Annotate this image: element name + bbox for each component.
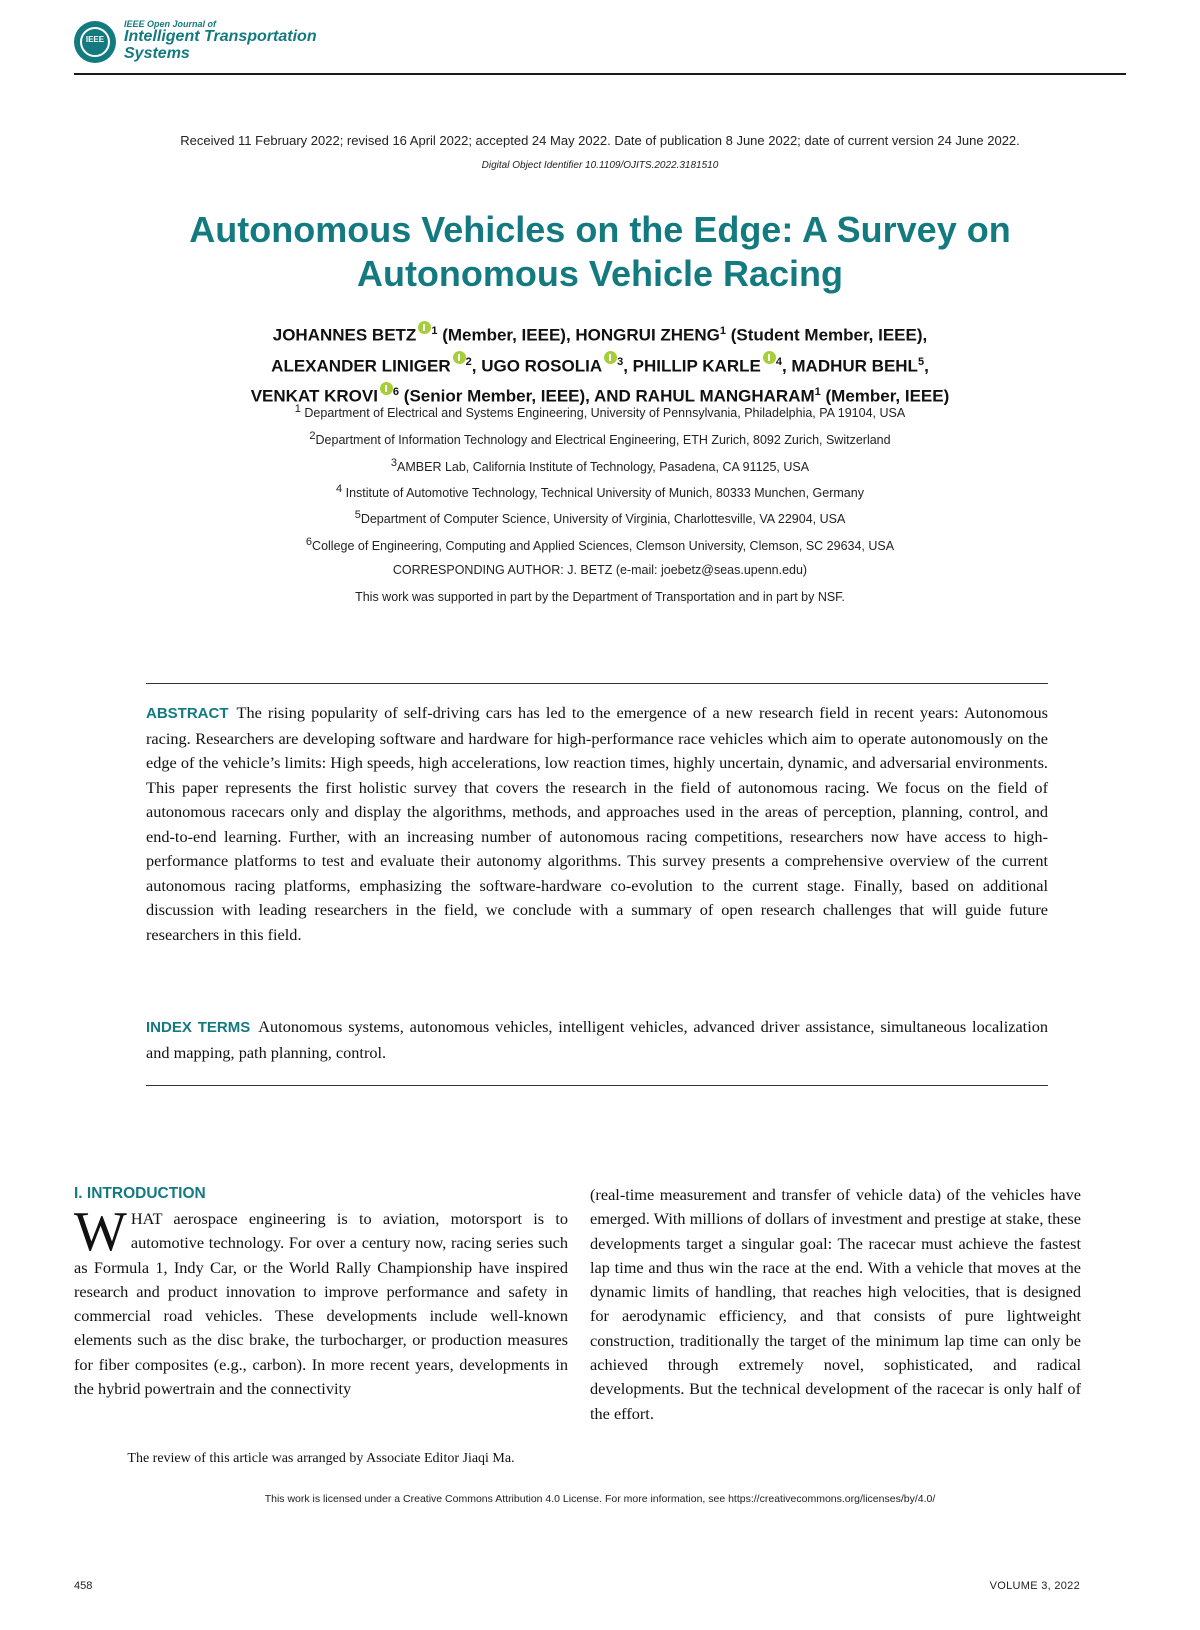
- affiliation-text: Department of Information Technology and Electrical Engineering, ETH Zurich, 8092 Zurich, Switzerland: [315, 433, 891, 448]
- author-role: (Student Member, IEEE),: [730, 325, 928, 345]
- author-krovi: VENKAT KROVI: [250, 386, 378, 406]
- author-behl: , MADHUR BEHL: [781, 356, 918, 376]
- dropcap: W: [74, 1201, 127, 1263]
- author-liniger: ALEXANDER LINIGER: [271, 356, 451, 376]
- section-heading-introduction: I. INTRODUCTION: [74, 1185, 206, 1202]
- index-terms-label: INDEX TERMS: [146, 1019, 251, 1036]
- affiliation-sup: 1: [294, 403, 301, 415]
- ieee-seal-icon: [74, 21, 116, 63]
- intro-left-column: [74, 1201, 568, 1401]
- author-betz: JOHANNES BETZ: [272, 325, 417, 345]
- author-sup: 4: [775, 355, 782, 368]
- affiliation-text: Department of Computer Science, University of Virginia, Charlottesville, VA 22904, USA: [360, 512, 846, 527]
- intro-left-text: HAT aerospace engineering is to aviation, motorsport is to automotive technology. For over a century now, racing series such as Formula 1, Indy Car, or the World Rally Championship have inspired research and product innovation to improve performance and safety in commercial road vehicles. These developments include well-known elements such as the disc brake, the turbocharger, or production measures for fiber composites (e.g., carbon). In more recent years, developments in the hybrid powertrain and the connectivity: [74, 1209, 568, 1399]
- paper-title-line1: Autonomous Vehicles on the Edge: A Survey on: [189, 209, 1011, 250]
- affiliation-sup: 5: [354, 509, 361, 521]
- affiliation-text: College of Engineering, Computing and Applied Sciences, Clemson University, Clemson, SC 29634, USA: [312, 539, 895, 554]
- abstract-text: The rising popularity of self-driving cars has led to the emergence of a new research field in recent years: Autonomous racing. Researchers are developing software and hardware for high-performance race vehicles which aim to operate autonomously on the edge of the vehicle’s limits: High speeds, high accelerations, low reaction times, highly uncertain, dynamic, and adversarial environments. This paper represents the first holistic survey that covers the research in the field of autonomous racing. We focus on the field of autonomous racecars only and display the algorithms, methods, and approaches used in the areas of perception, planning, control, and end-to-end learning. Further, with an increasing number of autonomous racing competitions, researchers now have access to high-performance platforms to test and evaluate their autonomy algorithms. This survey presents a comprehensive overview of the current autonomous racing platforms, emphasizing the software-hardware co-evolution to the current stage. Finally, based on additional discussion with leading researchers in the field, we conclude with a summary of open research challenges that will guide future researchers in this field.: [146, 703, 1048, 944]
- orcid-icon[interactable]: [418, 321, 431, 334]
- author-role: (Member, IEEE): [825, 386, 950, 406]
- affiliation-1: [0, 403, 1200, 420]
- license-note: This work is licensed under a Creative Commons Attribution 4.0 License. For more information, see https://creativecommons.org/licenses/by/4.0/: [264, 1493, 936, 1505]
- intro-right-column: (real-time measurement and transfer of vehicle data) of the vehicles have emerged. With millions of dollars of investment and prestige at stake, these developments target a singular goal: The racecar must achieve the fastest lap time and thus win the race at the end. With a vehicle that moves at the dynamic limits of handling, that reaches high velocities, that is designed for aerodynamic efficiency, and that consists of pure lightweight construction, traditionally the target of the minimum lap time can only be achieved through extremely novel, sophisticated, and radical developments. But the technical development of the racecar is only half of the effort.: [590, 1185, 1081, 1423]
- orcid-icon[interactable]: [763, 351, 776, 364]
- author-list: [130, 318, 1070, 410]
- author-sup: 1: [719, 325, 727, 337]
- author-role: (Member, IEEE), HONGRUI ZHENG: [442, 325, 720, 345]
- review-note: The review of this article was arranged by Associate Editor Jiaqi Ma.: [127, 1451, 515, 1466]
- header-rule: [74, 73, 1126, 75]
- author-sup: 2: [465, 355, 472, 368]
- seal-text: IEEE: [85, 34, 105, 44]
- author-sup: 1: [814, 386, 821, 399]
- author-rosolia: , UGO ROSOLIA: [471, 356, 603, 376]
- affiliation-sup: 4: [336, 483, 343, 495]
- affiliation-6: [0, 536, 1200, 553]
- author-sup: 3: [617, 355, 624, 368]
- journal-name-line3: Systems: [124, 45, 190, 63]
- affiliation-4: [0, 483, 1200, 500]
- received-dates: Received 11 February 2022; revised 16 April 2022; accepted 24 May 2022. Date of publication 8 June 2022; date of current version 24 June 2022.: [180, 133, 1020, 148]
- author-role: (Senior Member, IEEE), AND RAHUL MANGHARAM: [403, 386, 815, 406]
- author-line2: [130, 349, 1070, 380]
- journal-logo: [74, 20, 317, 63]
- author-sup: 5: [917, 355, 925, 368]
- journal-name-line2: Intelligent Transportation: [124, 28, 317, 46]
- affiliation-2: [0, 430, 1200, 447]
- author-sup: 6: [392, 386, 400, 399]
- journal-name: [124, 20, 317, 63]
- corresponding-author: CORRESPONDING AUTHOR: J. BETZ (e-mail: joebetz@seas.upenn.edu): [392, 563, 808, 577]
- affiliation-sup: 3: [390, 457, 398, 469]
- author-line1: [130, 318, 1070, 349]
- doi: Digital Object Identifier 10.1109/OJITS.2022.3181510: [481, 160, 719, 171]
- author-karle: , PHILLIP KARLE: [623, 356, 761, 376]
- orcid-icon[interactable]: [380, 382, 393, 395]
- affiliation-text: Institute of Automotive Technology, Technical University of Munich, 80333 Munchen, Germany: [345, 486, 864, 501]
- funding-note: This work was supported in part by the Department of Transportation and in part by NSF.: [355, 590, 845, 604]
- page-number: 458: [74, 1580, 93, 1592]
- orcid-icon[interactable]: [604, 351, 617, 364]
- abstract: [146, 701, 1048, 947]
- affiliation-5: [0, 509, 1200, 526]
- orcid-icon[interactable]: [453, 351, 466, 364]
- index-terms: [146, 1015, 1048, 1065]
- affiliation-sup: 6: [305, 536, 313, 548]
- affiliation-text: Department of Electrical and Systems Engineering, University of Pennsylvania, Philadelphia, PA 19104, USA: [304, 406, 906, 421]
- abstract-top-rule: [146, 683, 1048, 684]
- index-terms-text: Autonomous systems, autonomous vehicles, intelligent vehicles, advanced driver assistance, simultaneous localization and mapping, path planning, control.: [146, 1017, 1049, 1062]
- affiliation-3: [0, 457, 1200, 474]
- volume-label: VOLUME 3, 2022: [989, 1580, 1080, 1592]
- author-separator: ,: [924, 356, 929, 376]
- author-sup: 1: [431, 325, 438, 337]
- affiliation-sup: 2: [309, 430, 316, 442]
- paper-title-line2: Autonomous Vehicle Racing: [356, 253, 844, 294]
- affiliation-text: AMBER Lab, California Institute of Technology, Pasadena, CA 91125, USA: [397, 460, 810, 475]
- paper-title: [80, 208, 1120, 296]
- journal-name-line1: IEEE Open Journal of: [124, 19, 217, 29]
- abstract-bottom-rule: [146, 1085, 1048, 1086]
- abstract-label: ABSTRACT: [146, 705, 229, 722]
